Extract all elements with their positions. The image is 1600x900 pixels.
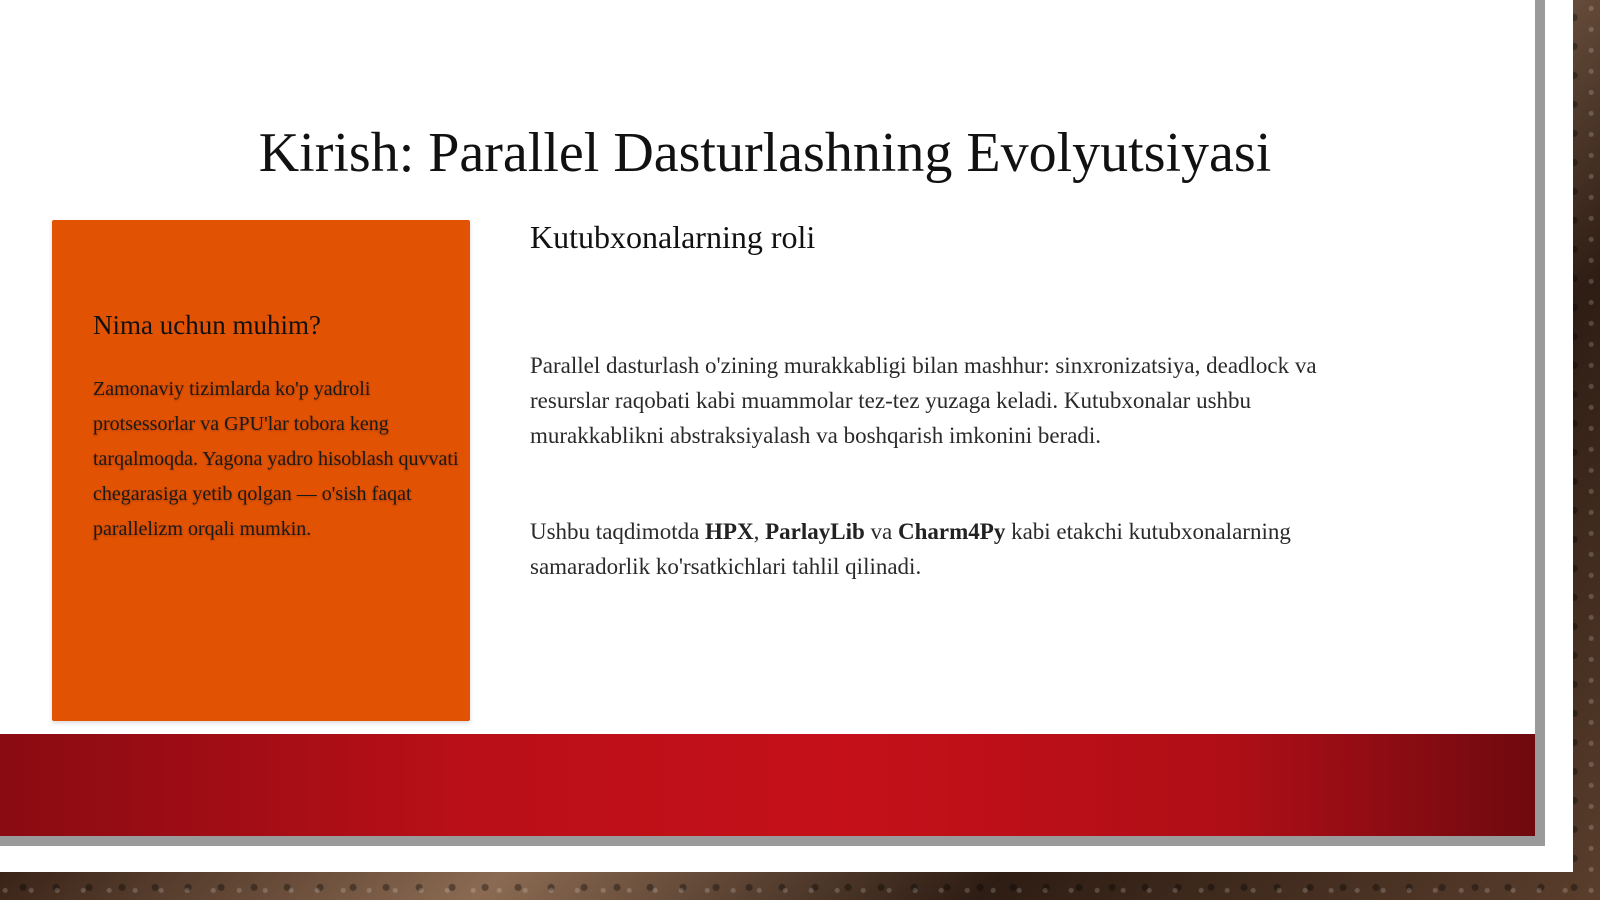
library-parlaylib: ParlayLib xyxy=(765,519,865,544)
library-charm4py: Charm4Py xyxy=(898,519,1006,544)
library-hpx: HPX xyxy=(705,519,754,544)
footer-band xyxy=(0,734,1535,836)
importance-card xyxy=(52,220,470,721)
paragraph-2-prefix: Ushbu taqdimotda xyxy=(530,519,706,544)
card-text: Zamonaviy tizimlarda ko'p yadroli protsessorlar va GPU'lar tobora keng tarqalmoqda. Yagona yadro hisoblash quvvati chegarasiga yetib qolgan — o'sish faqat parallelizm orqali mumkin. xyxy=(93,378,459,540)
section-paragraph-2 xyxy=(530,514,1380,584)
section-paragraph-1: Parallel dasturlash o'zining murakkabligi bilan mashhur: sinxronizatsiya, deadlock va resurslar raqobati kabi muammolar tez-tez yuzaga keladi. Kutubxonalar ushbu murakkablikni abstraksiyalash va boshqarish imkonini beradi. xyxy=(530,353,1317,448)
paragraph-2-suffix: kabi etakchi kutubxonalarning samaradorlik ko'rsatkichlari tahlil qilinadi. xyxy=(530,519,1291,579)
card-heading: Nima uchun muhim? xyxy=(93,310,321,340)
paragraph-2-separator-1: , xyxy=(753,519,766,544)
section-heading: Kutubxonalarning roli xyxy=(530,219,816,255)
slide-title: Kirish: Parallel Dasturlashning Evolyutsiyasi xyxy=(258,122,1272,184)
paragraph-2-separator-2: va xyxy=(864,519,898,544)
